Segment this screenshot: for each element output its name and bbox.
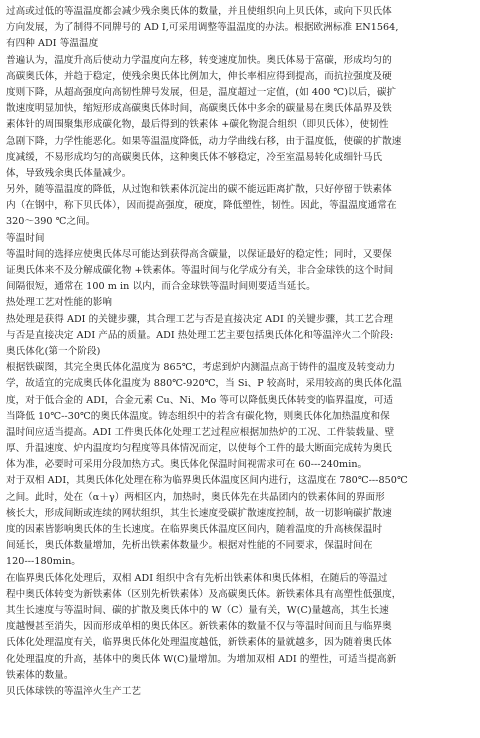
text-line: 间延长，奥氏体数量增加，先析出铁素体数量少。根据对性能的不同要求，保温时间在 xyxy=(6,540,373,552)
text-line: 散速度明显加快，缩短形成高碳奥氏体时间，高碳奥氏体中多余的碳量易在奥氏体晶界及铁 xyxy=(6,103,392,115)
text-line: 在临界奥氏体化处理后，双相 ADI 组织中含有先析出铁素体和奥氏体相，在随后的等温过 xyxy=(6,572,388,584)
text-line: 方向发展，为了制得不同牌号的 AD I,可采用调整等温温度的办法。根据欧洲标准 EN1564, xyxy=(6,22,399,34)
text-line: 体为准，必要时可采用分段加热方式。奥氏体化保温时间视需求可在 60---240min。 xyxy=(6,459,368,471)
text-line: 热处理是获得 ADI 的关键步骤，其合理工艺与否是直接决定 ADI 的关键步骤，其工艺合理 xyxy=(6,313,394,325)
text-line: 320～390 ℃之间。 xyxy=(6,216,96,228)
text-line: 铁素体的数量。 xyxy=(6,669,74,681)
text-line: 其生长速度与等温时间、碳的扩散及奥氏体中的 W（C）量有关，W(C)量越高，其生长速 xyxy=(6,604,389,616)
text-line: 素体针的周围聚集形成碳化物，最后得到的铁素体 +碳化物混合组织（即贝氏体），使韧性 xyxy=(6,119,389,131)
text-line: 度，对于低合金的 ADI，合金元素 Cu、Ni、Mo 等可以降低奥氏体转变的临界温度，可适 xyxy=(6,394,393,406)
text-line: 等温时间 xyxy=(6,232,45,244)
text-line: 与否是直接决定 ADI 产品的质量。ADI 热处理工艺主要包括奥氏体化和等温淬火二个阶段: xyxy=(6,329,394,341)
text-line: 厚、升温速度、炉内温度均匀程度等具体情况而定，以使每个工件的最大断面完成转为奥氏 xyxy=(6,443,392,455)
text-line: 急剧下降，力学性能恶化。如果等温温度降低，动力学曲线右移，由于温度低，使碳的扩散速 xyxy=(6,135,402,147)
text-line: 等温时间的选择应使奥氏体尽可能达到获得高含碳量，以保证最好的稳定性；同时，又要保 xyxy=(6,248,392,260)
text-line: 核长大，形成间断或连续的网状组织，其生长速度受碳扩散速度控制，故一切影响碳扩散速 xyxy=(6,507,392,519)
text-line: 另外，随等温温度的降低，从过饱和铁素体沉淀出的碳不能远距离扩散，只好停留于铁素体 xyxy=(6,184,392,196)
text-line: 间隔很短，通常在 100 m in 以内，而合金球铁等温时间则要适当延长。 xyxy=(6,281,316,293)
text-line: 高碳奥氏体，并趋于稳定，使残余奥氏体比例加大，伸长率相应得到提高，而抗拉强度及硬 xyxy=(6,70,392,82)
text-line: 学，故适宜的完成奥氏体化温度为 880℃-920℃，当 Si、P 较高时，采用较高的奥氏体化温 xyxy=(6,378,402,390)
text-line: 奥氏体化(第一个阶段) xyxy=(6,345,101,357)
text-line: 度减缓，不易形成均匀的高碳奥氏体，这种奥氏体不够稳定，冷至室温易转化成细针马氏 xyxy=(6,151,383,163)
text-line: 度则下降，从超高强度向高韧性牌号发展，但是，温度超过一定值，(如 400 ℃)以后，碳扩 xyxy=(6,86,397,98)
text-line: 度的因素皆影响奥氏体的生长速度。在临界奥氏体温度区间内，随着温度的升高核保温时 xyxy=(6,524,383,535)
text-line: 当降低 10℃--30℃的奥氏体温度。铸态组织中的若含有碳化物，则奥氏体化加热温度和保 xyxy=(6,410,390,422)
text-line: 之间。此时，处在（α＋γ）两相区内，加热时，奥氏体先在共晶团内的铁素体间的界面形 xyxy=(6,491,385,503)
text-line: 贝氏体球铁的等温淬火生产工艺 xyxy=(6,685,142,697)
text-line: 内（在钢中，称下贝氏体），因而提高强度，硬度，降低塑性，韧性。因此，等温温度通常在 xyxy=(6,200,397,212)
text-line: 体，导致残余奥氏体量减少。 xyxy=(6,167,132,179)
text-line: 程中奥氏体转变为新铁素体（区别先析铁素体）及高碳奥氏体。新铁素体具有高塑性低强度， xyxy=(6,588,402,600)
text-line: 有四种 ADI 等温温度 xyxy=(6,38,99,50)
text-line: 对于双相 ADI，其奥氏体化处理在称为临界奥氏体温度区间内进行，这温度在 780℃---850℃ xyxy=(6,475,408,487)
text-line: 氏体化处理温度有关，临界奥氏体化处理温度越低，新铁素体的量就越多，因为随着奥氏体 xyxy=(6,637,392,649)
text-line: 过高或过低的等温温度都会减少残余奥氏体的数量，并且使组织向上贝氏体，或向下贝氏体 xyxy=(6,6,392,17)
text-line: 温时间应适当提高。ADI 工件奥氏体化处理工艺过程应根据加热炉的工况、工件装载量、壁 xyxy=(6,426,395,438)
text-line: 根据铁碳图，其完全奥氏体化温度为 865℃，考虑到炉内测温点高于铸件的温度及转变动力 xyxy=(6,362,396,374)
text-line: 度越慢甚至消失，因而形成单相的奥氏体区。新铁素体的数量不仅与等温时间而且与临界奥 xyxy=(6,621,392,633)
text-line: 热处理工艺对性能的影响 xyxy=(6,297,113,309)
text-line: 普遍认为，温度升高后使动力学温度向左移，转变速度加快。奥氏体易于富碳，形成均匀的 xyxy=(6,54,392,66)
text-line: 证奥氏体来不及分解成碳化物 +铁素体。等温时间与化学成分有关，非合金球铁的这个时间 xyxy=(6,265,394,276)
text-line: 化处理温度的升高，基体中的奥氏体 W(C)量增加。为增加双相 ADI 的塑性，可适当提高新 xyxy=(6,653,397,665)
text-line: 120---180min。 xyxy=(6,556,81,568)
